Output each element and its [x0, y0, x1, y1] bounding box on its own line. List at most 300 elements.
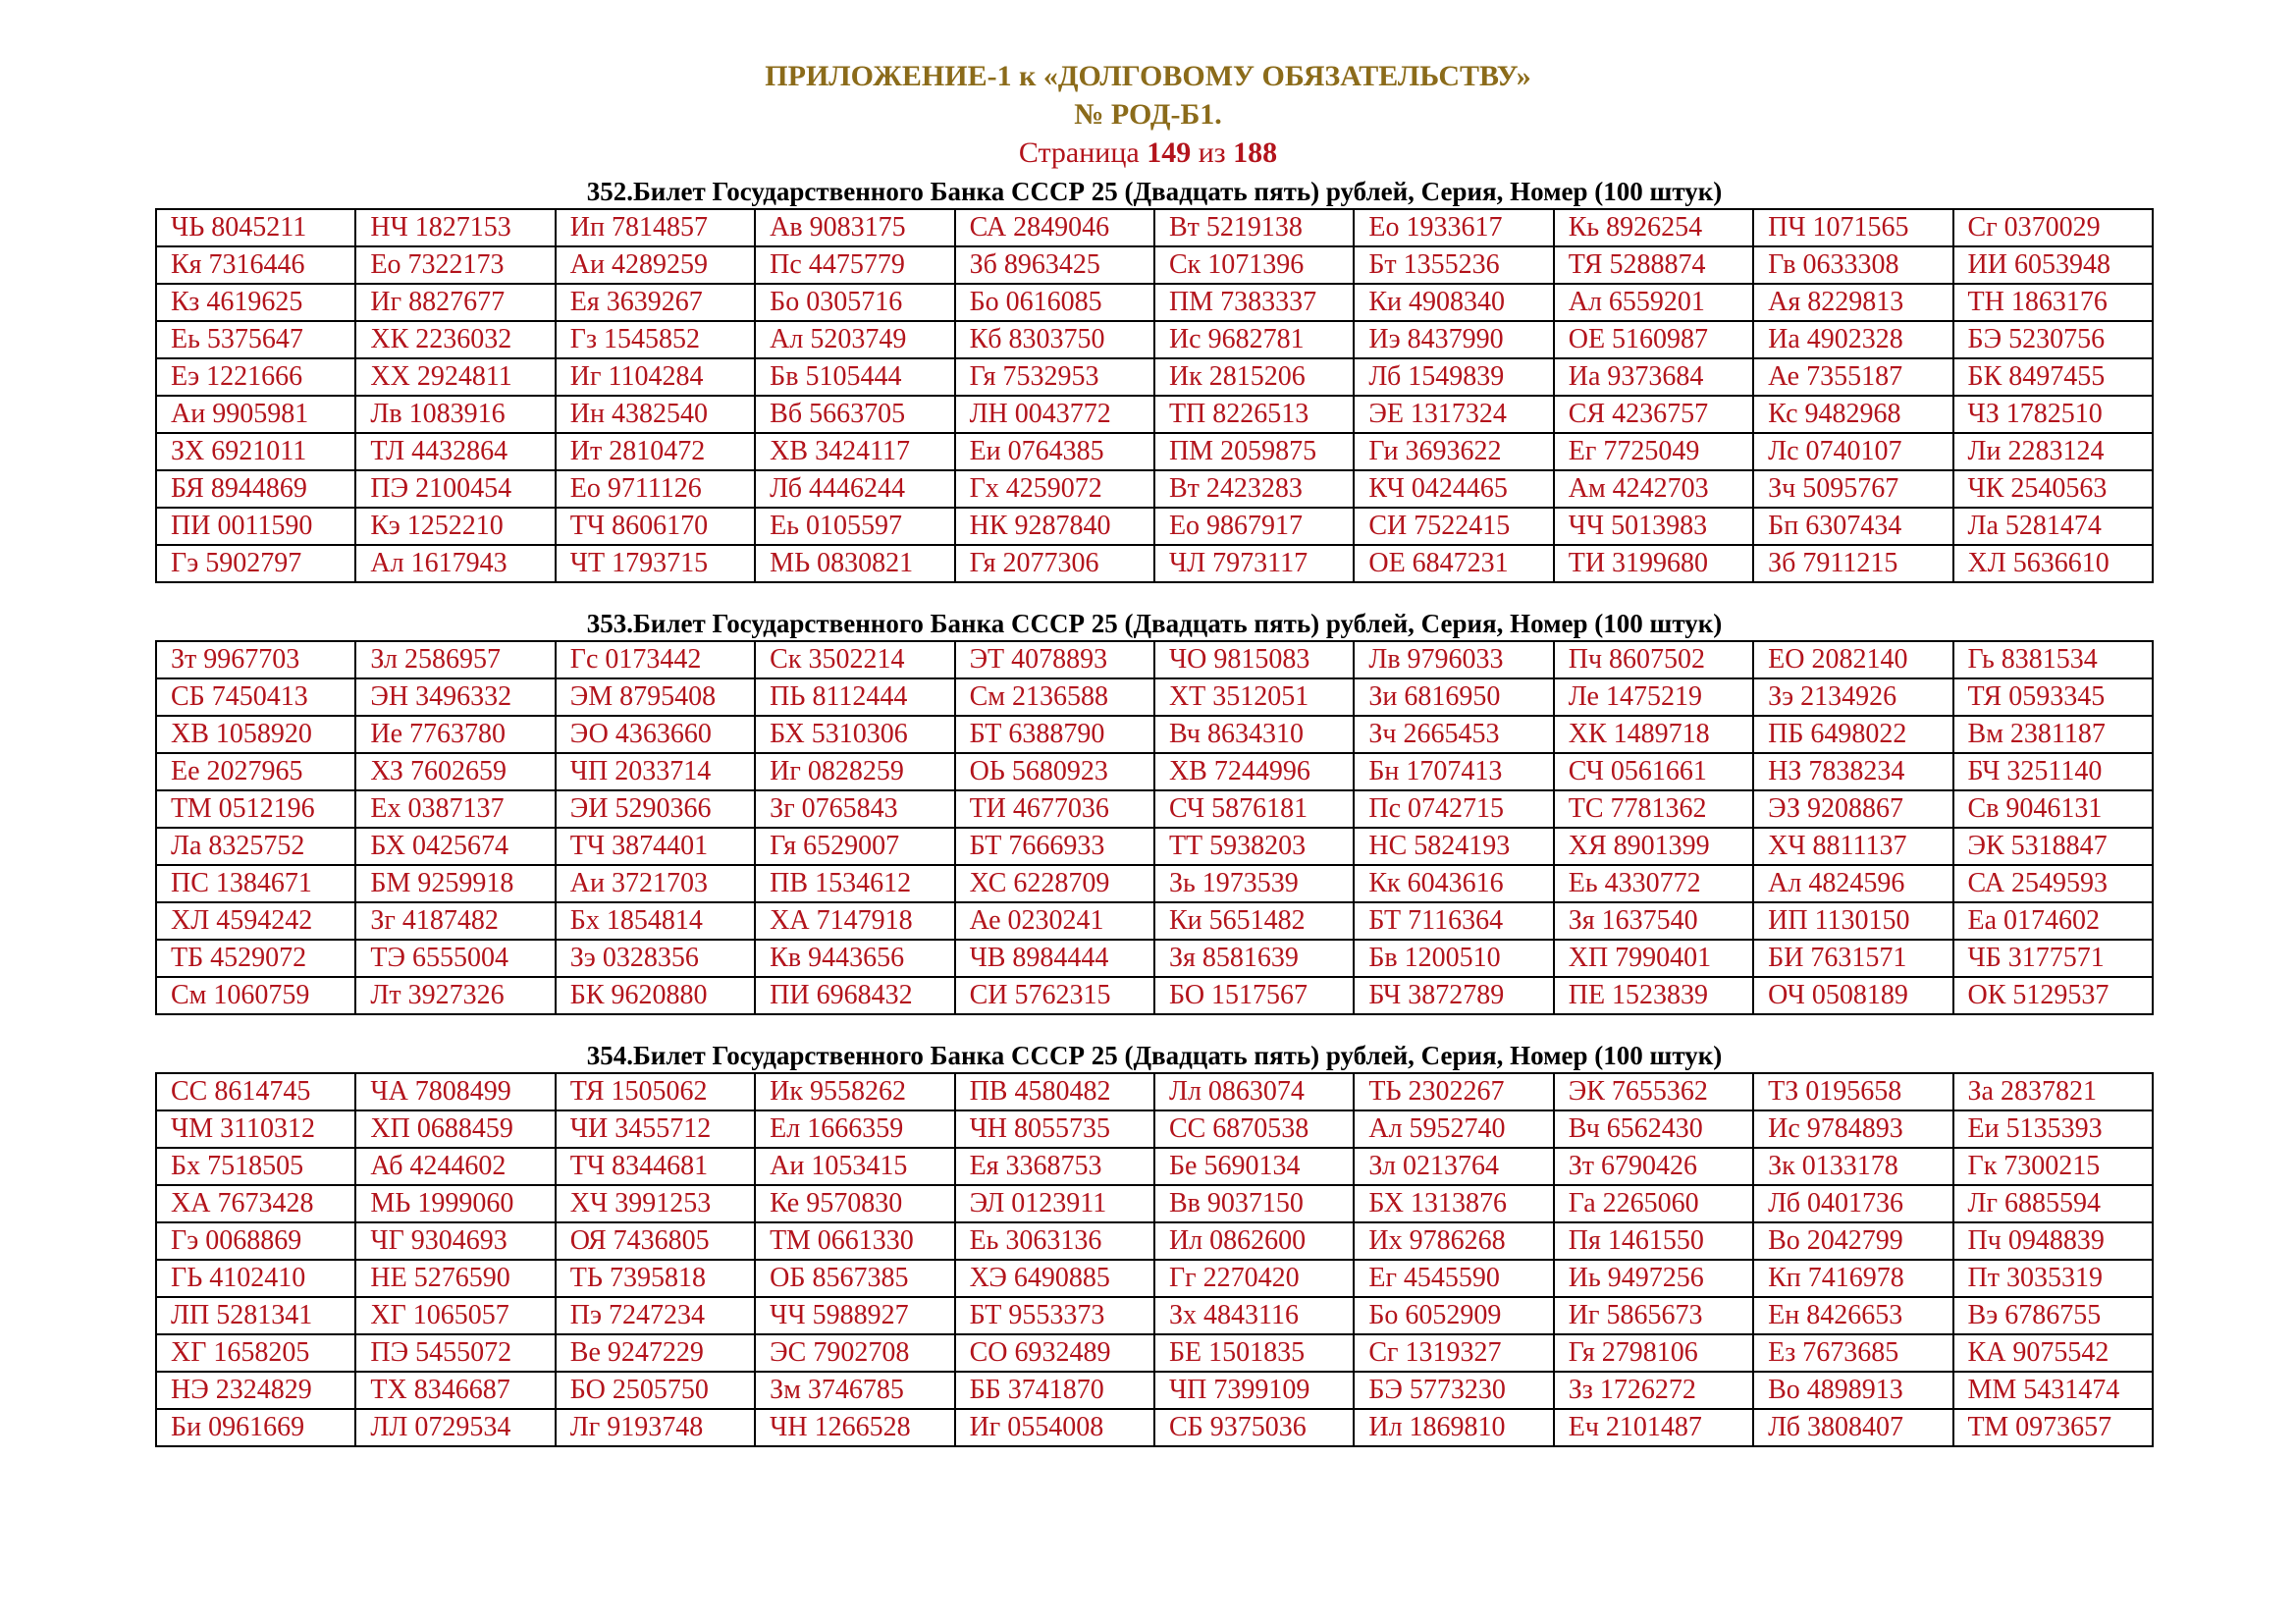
- ticket-serial-cell: ЭН 3496332: [355, 678, 555, 716]
- ticket-serial-cell: Ех 0387137: [355, 790, 555, 828]
- ticket-section-353: [155, 607, 2154, 1015]
- ticket-serial-cell: Зг 0765843: [755, 790, 954, 828]
- ticket-serial-cell: БО 2505750: [556, 1372, 755, 1409]
- ticket-serial-cell: Аи 4289259: [556, 246, 755, 284]
- ticket-serial-cell: ТЯ 1505062: [556, 1073, 755, 1110]
- ticket-serial-cell: Гк 7300215: [1953, 1148, 2153, 1185]
- table-row: [156, 1409, 2153, 1446]
- ticket-serial-cell: ТЬ 7395818: [556, 1260, 755, 1297]
- ticket-serial-cell: Иэ 8437990: [1354, 321, 1553, 358]
- table-row: [156, 1372, 2153, 1409]
- ticket-serial-cell: Ал 1617943: [355, 545, 555, 582]
- table-row: [156, 1185, 2153, 1222]
- ticket-serial-cell: ИИ 6053948: [1953, 246, 2153, 284]
- ticket-serial-cell: Бо 0616085: [955, 284, 1154, 321]
- ticket-serial-cell: Ал 6559201: [1554, 284, 1753, 321]
- table-row: [156, 246, 2153, 284]
- table-row: [156, 433, 2153, 470]
- ticket-serial-cell: Аи 1053415: [755, 1148, 954, 1185]
- ticket-serial-cell: Гь 8381534: [1953, 641, 2153, 678]
- ticket-serial-cell: Гя 2798106: [1554, 1334, 1753, 1372]
- ticket-serial-cell: ХС 6228709: [955, 865, 1154, 902]
- ticket-serial-cell: Ав 9083175: [755, 209, 954, 246]
- ticket-serial-cell: ПС 1384671: [156, 865, 355, 902]
- ticket-serial-cell: Га 2265060: [1554, 1185, 1753, 1222]
- ticket-serial-cell: ХА 7673428: [156, 1185, 355, 1222]
- ticket-serial-cell: ТС 7781362: [1554, 790, 1753, 828]
- ticket-serial-cell: Гз 1545852: [556, 321, 755, 358]
- ticket-serial-cell: СА 2849046: [955, 209, 1154, 246]
- ticket-serial-cell: Кз 4619625: [156, 284, 355, 321]
- ticket-serial-cell: Бт 1355236: [1354, 246, 1553, 284]
- ticket-serial-cell: Кс 9482968: [1753, 396, 1952, 433]
- ticket-serial-cell: ХП 7990401: [1554, 940, 1753, 977]
- ticket-serial-cell: ЧН 8055735: [955, 1110, 1154, 1148]
- ticket-serial-cell: ЧН 1266528: [755, 1409, 954, 1446]
- ticket-serial-cell: Пэ 7247234: [556, 1297, 755, 1334]
- ticket-serial-cell: Ис 9784893: [1753, 1110, 1952, 1148]
- ticket-serial-cell: МЬ 0830821: [755, 545, 954, 582]
- ticket-serial-cell: ЭЛ 0123911: [955, 1185, 1154, 1222]
- ticket-table: [155, 640, 2154, 1015]
- ticket-serial-cell: Бо 6052909: [1354, 1297, 1553, 1334]
- ticket-serial-cell: Иг 8827677: [355, 284, 555, 321]
- ticket-serial-cell: ХВ 7244996: [1154, 753, 1354, 790]
- ticket-serial-cell: ПЕ 1523839: [1554, 977, 1753, 1014]
- ticket-serial-cell: ХВ 3424117: [755, 433, 954, 470]
- ticket-serial-cell: Бв 1200510: [1354, 940, 1553, 977]
- ticket-serial-cell: ПЧ 1071565: [1753, 209, 1952, 246]
- ticket-serial-cell: См 2136588: [955, 678, 1154, 716]
- ticket-serial-cell: ТЧ 8344681: [556, 1148, 755, 1185]
- ticket-serial-cell: Зб 7911215: [1753, 545, 1952, 582]
- ticket-serial-cell: Бп 6307434: [1753, 508, 1952, 545]
- ticket-serial-cell: ТЯ 0593345: [1953, 678, 2153, 716]
- ticket-serial-cell: Кв 9443656: [755, 940, 954, 977]
- ticket-serial-cell: СС 8614745: [156, 1073, 355, 1110]
- table-row: [156, 1222, 2153, 1260]
- table-row: [156, 1260, 2153, 1297]
- table-row: [156, 508, 2153, 545]
- ticket-serial-cell: Ае 0230241: [955, 902, 1154, 940]
- table-row: [156, 1334, 2153, 1372]
- ticket-serial-cell: Зм 3746785: [755, 1372, 954, 1409]
- table-row: [156, 1110, 2153, 1148]
- ticket-serial-cell: ЛЛ 0729534: [355, 1409, 555, 1446]
- ticket-serial-cell: Иа 9373684: [1554, 358, 1753, 396]
- ticket-serial-cell: НС 5824193: [1354, 828, 1553, 865]
- ticket-serial-cell: Зт 9967703: [156, 641, 355, 678]
- table-row: [156, 865, 2153, 902]
- ticket-serial-cell: Зи 6816950: [1354, 678, 1553, 716]
- ticket-serial-cell: НЕ 5276590: [355, 1260, 555, 1297]
- ticket-serial-cell: Зх 4843116: [1154, 1297, 1354, 1334]
- ticket-serial-cell: БМ 9259918: [355, 865, 555, 902]
- ticket-serial-cell: Лв 1083916: [355, 396, 555, 433]
- ticket-serial-cell: ОЕ 5160987: [1554, 321, 1753, 358]
- ticket-serial-cell: КА 9075542: [1953, 1334, 2153, 1372]
- ticket-serial-cell: Ги 3693622: [1354, 433, 1553, 470]
- ticket-serial-cell: ХЛ 5636610: [1953, 545, 2153, 582]
- ticket-serial-cell: ХТ 3512051: [1154, 678, 1354, 716]
- ticket-serial-cell: Гв 0633308: [1753, 246, 1952, 284]
- table-row: [156, 358, 2153, 396]
- ticket-serial-cell: СА 2549593: [1953, 865, 2153, 902]
- ticket-serial-cell: ЭК 7655362: [1554, 1073, 1753, 1110]
- ticket-serial-cell: ХЧ 3991253: [556, 1185, 755, 1222]
- ticket-serial-cell: Ал 5203749: [755, 321, 954, 358]
- ticket-serial-cell: Во 2042799: [1753, 1222, 1952, 1260]
- ticket-serial-cell: БХ 1313876: [1354, 1185, 1553, 1222]
- ticket-serial-cell: Лб 3808407: [1753, 1409, 1952, 1446]
- ticket-serial-cell: ЕО 2082140: [1753, 641, 1952, 678]
- ticket-serial-cell: Вэ 6786755: [1953, 1297, 2153, 1334]
- table-row: [156, 545, 2153, 582]
- ticket-serial-cell: Бв 5105444: [755, 358, 954, 396]
- ticket-serial-cell: ЧМ 3110312: [156, 1110, 355, 1148]
- ticket-serial-cell: Зэ 0328356: [556, 940, 755, 977]
- table-row: [156, 678, 2153, 716]
- ticket-serial-cell: См 1060759: [156, 977, 355, 1014]
- ticket-serial-cell: Зл 2586957: [355, 641, 555, 678]
- document-number: № РОД-Б1.: [1074, 98, 1222, 131]
- ticket-serial-cell: Зэ 2134926: [1753, 678, 1952, 716]
- ticket-serial-cell: Зч 2665453: [1354, 716, 1553, 753]
- ticket-serial-cell: СИ 7522415: [1354, 508, 1553, 545]
- ticket-serial-cell: БИ 7631571: [1753, 940, 1952, 977]
- ticket-serial-cell: Иг 0828259: [755, 753, 954, 790]
- ticket-serial-cell: ХЯ 8901399: [1554, 828, 1753, 865]
- page-total: 188: [1233, 136, 1278, 169]
- ticket-serial-cell: Ли 2283124: [1953, 433, 2153, 470]
- ticket-serial-cell: Еь 4330772: [1554, 865, 1753, 902]
- ticket-serial-cell: ЧИ 3455712: [556, 1110, 755, 1148]
- ticket-serial-cell: ИП 1130150: [1753, 902, 1952, 940]
- table-row: [156, 977, 2153, 1014]
- ticket-serial-cell: Ел 1666359: [755, 1110, 954, 1148]
- ticket-serial-cell: ПВ 1534612: [755, 865, 954, 902]
- document-header: [0, 57, 2296, 172]
- ticket-serial-cell: СБ 9375036: [1154, 1409, 1354, 1446]
- ticket-serial-cell: Ик 2815206: [1154, 358, 1354, 396]
- table-row: [156, 716, 2153, 753]
- ticket-serial-cell: Би 0961669: [156, 1409, 355, 1446]
- table-row: [156, 470, 2153, 508]
- ticket-serial-cell: Гг 2270420: [1154, 1260, 1354, 1297]
- ticket-serial-cell: ЧБ 3177571: [1953, 940, 2153, 977]
- ticket-serial-cell: ТМ 0973657: [1953, 1409, 2153, 1446]
- ticket-serial-cell: Кп 7416978: [1753, 1260, 1952, 1297]
- ticket-serial-cell: Пт 3035319: [1953, 1260, 2153, 1297]
- ticket-serial-cell: Зя 8581639: [1154, 940, 1354, 977]
- table-row: [156, 902, 2153, 940]
- ticket-serial-cell: ХА 7147918: [755, 902, 954, 940]
- ticket-serial-cell: ЧГ 9304693: [355, 1222, 555, 1260]
- ticket-table: [155, 1072, 2154, 1447]
- ticket-serial-cell: Еь 0105597: [755, 508, 954, 545]
- ticket-serial-cell: ГЬ 4102410: [156, 1260, 355, 1297]
- ticket-serial-cell: СИ 5762315: [955, 977, 1154, 1014]
- table-row: [156, 790, 2153, 828]
- ticket-serial-cell: ПЬ 8112444: [755, 678, 954, 716]
- ticket-serial-cell: Ея 3639267: [556, 284, 755, 321]
- ticket-serial-cell: Ео 7322173: [355, 246, 555, 284]
- table-row: [156, 940, 2153, 977]
- ticket-serial-cell: Иа 4902328: [1753, 321, 1952, 358]
- ticket-serial-cell: БЭ 5230756: [1953, 321, 2153, 358]
- ticket-serial-cell: БТ 7116364: [1354, 902, 1553, 940]
- ticket-serial-cell: ТХ 8346687: [355, 1372, 555, 1409]
- ticket-serial-cell: ММ 5431474: [1953, 1372, 2153, 1409]
- ticket-serial-cell: Зл 0213764: [1354, 1148, 1553, 1185]
- ticket-serial-cell: Зя 1637540: [1554, 902, 1753, 940]
- ticket-serial-cell: ТП 8226513: [1154, 396, 1354, 433]
- ticket-serial-cell: Гэ 0068869: [156, 1222, 355, 1260]
- ticket-serial-cell: Сг 0370029: [1953, 209, 2153, 246]
- ticket-serial-cell: Зк 0133178: [1753, 1148, 1952, 1185]
- ticket-serial-cell: Кя 7316446: [156, 246, 355, 284]
- ticket-serial-cell: ПВ 4580482: [955, 1073, 1154, 1110]
- ticket-serial-cell: БЧ 3251140: [1953, 753, 2153, 790]
- ticket-serial-cell: ЧВ 8984444: [955, 940, 1154, 977]
- table-row: [156, 284, 2153, 321]
- ticket-serial-cell: Ил 1869810: [1354, 1409, 1553, 1446]
- ticket-serial-cell: Кк 6043616: [1354, 865, 1553, 902]
- ticket-serial-cell: Вм 2381187: [1953, 716, 2153, 753]
- ticket-serial-cell: ЭС 7902708: [755, 1334, 954, 1372]
- ticket-serial-cell: Ве 9247229: [556, 1334, 755, 1372]
- ticket-serial-cell: НЗ 7838234: [1753, 753, 1952, 790]
- ticket-serial-cell: БТ 6388790: [955, 716, 1154, 753]
- ticket-serial-cell: БЧ 3872789: [1354, 977, 1553, 1014]
- ticket-serial-cell: ХЗ 7602659: [355, 753, 555, 790]
- ticket-serial-cell: БО 1517567: [1154, 977, 1354, 1014]
- ticket-serial-cell: ЧА 7808499: [355, 1073, 555, 1110]
- section-title: 354.Билет Государственного Банка СССР 25 (Двадцать пять) рублей, Серия, Номер (100 штук): [586, 1041, 1723, 1070]
- ticket-serial-cell: СЯ 4236757: [1554, 396, 1753, 433]
- ticket-serial-cell: ТЛ 4432864: [355, 433, 555, 470]
- ticket-serial-cell: Лс 0740107: [1753, 433, 1952, 470]
- ticket-serial-cell: ЧТ 1793715: [556, 545, 755, 582]
- ticket-serial-cell: Еа 0174602: [1953, 902, 2153, 940]
- ticket-section-352: [155, 175, 2154, 583]
- ticket-serial-cell: ЛН 0043772: [955, 396, 1154, 433]
- ticket-serial-cell: Пя 1461550: [1554, 1222, 1753, 1260]
- ticket-section-354: [155, 1039, 2154, 1447]
- table-row: [156, 1148, 2153, 1185]
- ticket-serial-cell: Зт 6790426: [1554, 1148, 1753, 1185]
- ticket-serial-cell: ХП 0688459: [355, 1110, 555, 1148]
- ticket-serial-cell: ХГ 1065057: [355, 1297, 555, 1334]
- ticket-serial-cell: Ео 9867917: [1154, 508, 1354, 545]
- ticket-serial-cell: Иг 1104284: [556, 358, 755, 396]
- ticket-serial-cell: Ал 4824596: [1753, 865, 1952, 902]
- ticket-serial-cell: Ие 7763780: [355, 716, 555, 753]
- ticket-serial-cell: ОК 5129537: [1953, 977, 2153, 1014]
- ticket-serial-cell: Ея 3368753: [955, 1148, 1154, 1185]
- ticket-serial-cell: ТТ 5938203: [1154, 828, 1354, 865]
- ticket-serial-cell: Еи 0764385: [955, 433, 1154, 470]
- ticket-serial-cell: ОЯ 7436805: [556, 1222, 755, 1260]
- ticket-serial-cell: Лг 9193748: [556, 1409, 755, 1446]
- ticket-serial-cell: Зг 4187482: [355, 902, 555, 940]
- ticket-serial-cell: ЭЗ 9208867: [1753, 790, 1952, 828]
- ticket-serial-cell: МЬ 1999060: [355, 1185, 555, 1222]
- ticket-serial-cell: Гя 2077306: [955, 545, 1154, 582]
- ticket-serial-cell: ПЭ 5455072: [355, 1334, 555, 1372]
- ticket-serial-cell: ПМ 2059875: [1154, 433, 1354, 470]
- ticket-serial-cell: Лл 0863074: [1154, 1073, 1354, 1110]
- ticket-serial-cell: Ск 3502214: [755, 641, 954, 678]
- ticket-serial-cell: ЭИ 5290366: [556, 790, 755, 828]
- ticket-serial-cell: СО 6932489: [955, 1334, 1154, 1372]
- ticket-serial-cell: Ик 9558262: [755, 1073, 954, 1110]
- ticket-serial-cell: БХ 5310306: [755, 716, 954, 753]
- table-row: [156, 641, 2153, 678]
- ticket-serial-cell: ХК 2236032: [355, 321, 555, 358]
- ticket-serial-cell: Ке 9570830: [755, 1185, 954, 1222]
- ticket-serial-cell: Ск 1071396: [1154, 246, 1354, 284]
- ticket-serial-cell: Бн 1707413: [1354, 753, 1553, 790]
- ticket-serial-cell: Лв 9796033: [1354, 641, 1553, 678]
- ticket-serial-cell: Лб 4446244: [755, 470, 954, 508]
- ticket-serial-cell: Иг 5865673: [1554, 1297, 1753, 1334]
- ticket-serial-cell: СЧ 5876181: [1154, 790, 1354, 828]
- ticket-serial-cell: ЭТ 4078893: [955, 641, 1154, 678]
- ticket-serial-cell: БК 8497455: [1953, 358, 2153, 396]
- ticket-serial-cell: ТЗ 0195658: [1753, 1073, 1952, 1110]
- ticket-serial-cell: Гя 6529007: [755, 828, 954, 865]
- ticket-serial-cell: Зб 8963425: [955, 246, 1154, 284]
- ticket-serial-cell: ЧЗ 1782510: [1953, 396, 2153, 433]
- ticket-serial-cell: Ки 4908340: [1354, 284, 1553, 321]
- ticket-serial-cell: ПЭ 2100454: [355, 470, 555, 508]
- ticket-serial-cell: ЭО 4363660: [556, 716, 755, 753]
- ticket-serial-cell: БХ 0425674: [355, 828, 555, 865]
- ticket-serial-cell: Аи 9905981: [156, 396, 355, 433]
- ticket-serial-cell: ЭК 5318847: [1953, 828, 2153, 865]
- table-row: [156, 1297, 2153, 1334]
- ticket-serial-cell: Ит 2810472: [556, 433, 755, 470]
- ticket-serial-cell: Еч 2101487: [1554, 1409, 1753, 1446]
- ticket-serial-cell: БЭ 5773230: [1354, 1372, 1553, 1409]
- ticket-serial-cell: Ез 7673685: [1753, 1334, 1952, 1372]
- ticket-serial-cell: ТМ 0661330: [755, 1222, 954, 1260]
- ticket-serial-cell: СБ 7450413: [156, 678, 355, 716]
- ticket-serial-cell: ПБ 6498022: [1753, 716, 1952, 753]
- section-title: 353.Билет Государственного Банка СССР 25 (Двадцать пять) рублей, Серия, Номер (100 штук): [586, 609, 1723, 638]
- ticket-serial-cell: ТЯ 5288874: [1554, 246, 1753, 284]
- ticket-serial-cell: Иг 0554008: [955, 1409, 1154, 1446]
- ticket-serial-cell: Аб 4244602: [355, 1148, 555, 1185]
- ticket-serial-cell: Аи 3721703: [556, 865, 755, 902]
- table-row: [156, 321, 2153, 358]
- ticket-serial-cell: Ео 9711126: [556, 470, 755, 508]
- ticket-serial-cell: Лб 0401736: [1753, 1185, 1952, 1222]
- page-current: 149: [1147, 136, 1192, 169]
- ticket-serial-cell: ТЬ 2302267: [1354, 1073, 1553, 1110]
- ticket-serial-cell: Пс 0742715: [1354, 790, 1553, 828]
- ticket-serial-cell: НК 9287840: [955, 508, 1154, 545]
- ticket-serial-cell: Ип 7814857: [556, 209, 755, 246]
- ticket-serial-cell: Ая 8229813: [1753, 284, 1952, 321]
- ticket-serial-cell: Кб 8303750: [955, 321, 1154, 358]
- ticket-serial-cell: Сг 1319327: [1354, 1334, 1553, 1372]
- ticket-serial-cell: Ег 4545590: [1354, 1260, 1553, 1297]
- ticket-serial-cell: Зз 1726272: [1554, 1372, 1753, 1409]
- ticket-serial-cell: БК 9620880: [556, 977, 755, 1014]
- ticket-serial-cell: Гх 4259072: [955, 470, 1154, 508]
- table-row: [156, 828, 2153, 865]
- ticket-serial-cell: Во 4898913: [1753, 1372, 1952, 1409]
- ticket-serial-cell: Вч 6562430: [1554, 1110, 1753, 1148]
- ticket-serial-cell: Зь 1973539: [1154, 865, 1354, 902]
- ticket-serial-cell: ПМ 7383337: [1154, 284, 1354, 321]
- ticket-serial-cell: Пс 4475779: [755, 246, 954, 284]
- ticket-serial-cell: Ен 8426653: [1753, 1297, 1952, 1334]
- ticket-serial-cell: ЧО 9815083: [1154, 641, 1354, 678]
- ticket-serial-cell: ЧП 2033714: [556, 753, 755, 790]
- ticket-serial-cell: ХК 1489718: [1554, 716, 1753, 753]
- ticket-serial-cell: ЭМ 8795408: [556, 678, 755, 716]
- ticket-serial-cell: КЧ 0424465: [1354, 470, 1553, 508]
- table-row: [156, 1073, 2153, 1110]
- ticket-serial-cell: СЧ 0561661: [1554, 753, 1753, 790]
- ticket-serial-cell: ББ 3741870: [955, 1372, 1154, 1409]
- ticket-serial-cell: ХЭ 6490885: [955, 1260, 1154, 1297]
- ticket-serial-cell: Ае 7355187: [1753, 358, 1952, 396]
- ticket-serial-cell: Гя 7532953: [955, 358, 1154, 396]
- ticket-serial-cell: Ее 2027965: [156, 753, 355, 790]
- ticket-serial-cell: БЕ 1501835: [1154, 1334, 1354, 1372]
- ticket-serial-cell: ХХ 2924811: [355, 358, 555, 396]
- ticket-serial-cell: Еэ 1221666: [156, 358, 355, 396]
- ticket-serial-cell: Их 9786268: [1354, 1222, 1553, 1260]
- ticket-table: [155, 208, 2154, 583]
- ticket-serial-cell: Кэ 1252210: [355, 508, 555, 545]
- ticket-serial-cell: ТИ 3199680: [1554, 545, 1753, 582]
- ticket-serial-cell: Лб 1549839: [1354, 358, 1553, 396]
- ticket-serial-cell: Ин 4382540: [556, 396, 755, 433]
- ticket-serial-cell: ЧЧ 5013983: [1554, 508, 1753, 545]
- ticket-serial-cell: Еь 5375647: [156, 321, 355, 358]
- ticket-serial-cell: Вв 9037150: [1154, 1185, 1354, 1222]
- ticket-serial-cell: Лт 3927326: [355, 977, 555, 1014]
- ticket-serial-cell: ТН 1863176: [1953, 284, 2153, 321]
- ticket-serial-cell: НЧ 1827153: [355, 209, 555, 246]
- ticket-serial-cell: ОБ 8567385: [755, 1260, 954, 1297]
- ticket-serial-cell: ОЕ 6847231: [1354, 545, 1553, 582]
- ticket-serial-cell: ТМ 0512196: [156, 790, 355, 828]
- ticket-serial-cell: ОЧ 0508189: [1753, 977, 1952, 1014]
- ticket-serial-cell: ТИ 4677036: [955, 790, 1154, 828]
- ticket-serial-cell: Ео 1933617: [1354, 209, 1553, 246]
- ticket-serial-cell: ПИ 6968432: [755, 977, 954, 1014]
- ticket-serial-cell: ХЧ 8811137: [1753, 828, 1952, 865]
- ticket-serial-cell: Лг 6885594: [1953, 1185, 2153, 1222]
- page-separator: из: [1198, 136, 1226, 169]
- document-title: ПРИЛОЖЕНИЕ-1 к «ДОЛГОВОМУ ОБЯЗАТЕЛЬСТВУ»: [765, 60, 1531, 92]
- ticket-serial-cell: Бх 1854814: [556, 902, 755, 940]
- ticket-serial-cell: Зч 5095767: [1753, 470, 1952, 508]
- ticket-serial-cell: ХВ 1058920: [156, 716, 355, 753]
- ticket-serial-cell: Ил 0862600: [1154, 1222, 1354, 1260]
- table-row: [156, 396, 2153, 433]
- ticket-serial-cell: Ал 5952740: [1354, 1110, 1553, 1148]
- ticket-serial-cell: БТ 9553373: [955, 1297, 1154, 1334]
- ticket-serial-cell: Ла 5281474: [1953, 508, 2153, 545]
- ticket-serial-cell: Гэ 5902797: [156, 545, 355, 582]
